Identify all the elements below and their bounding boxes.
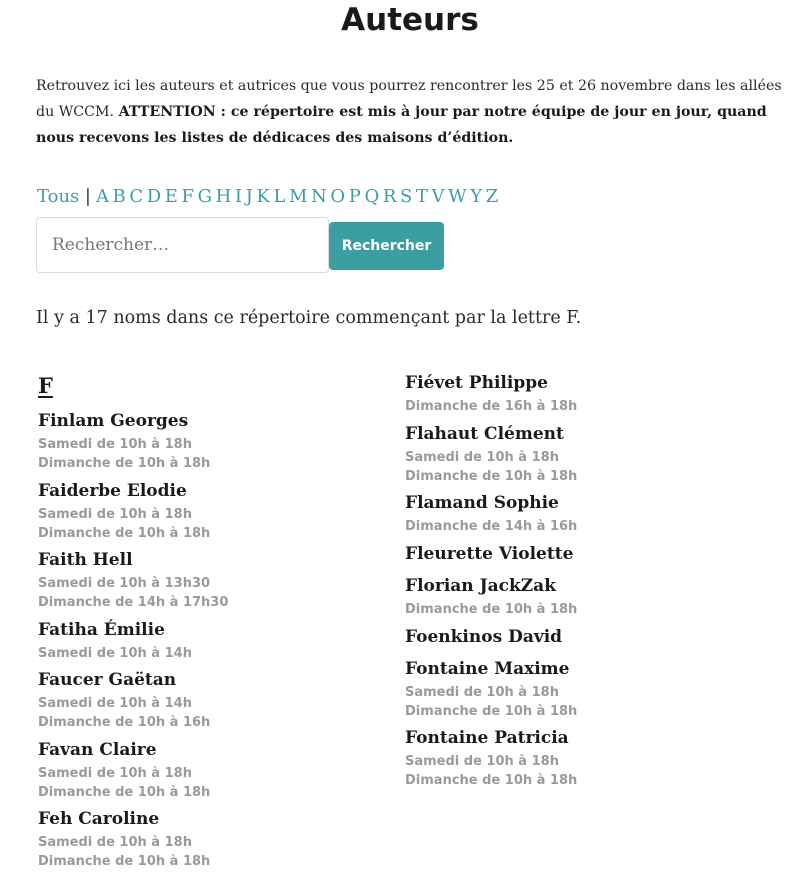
author-name: Fontaine Patricia (405, 728, 569, 748)
author-entry (405, 726, 765, 790)
signing-slot: Dimanche de 10h à 18h (38, 525, 211, 541)
signing-slots (38, 642, 398, 664)
signing-slots (405, 750, 765, 790)
letter-link-m[interactable]: M (289, 186, 308, 207)
author-entry (405, 574, 765, 620)
author-name: Favan Claire (38, 740, 157, 760)
letter-link-w[interactable]: W (448, 186, 467, 207)
signing-slot: Dimanche de 10h à 18h (405, 602, 578, 617)
letter-link-v[interactable]: V (431, 186, 445, 207)
signing-slot: Dimanche de 10h à 18h (405, 772, 578, 788)
signing-slots (38, 572, 398, 612)
signing-slot: Samedi de 10h à 14h (38, 696, 192, 711)
letter-link-all[interactable]: Tous (37, 186, 80, 207)
letter-link-y[interactable]: Y (470, 186, 483, 207)
author-name: Foenkinos David (405, 627, 563, 647)
signing-slot: Dimanche de 10h à 16h (38, 714, 211, 730)
letter-link-b[interactable]: B (112, 186, 126, 207)
letter-link-a[interactable]: A (95, 186, 109, 207)
result-count: Il y a 17 noms dans ce répertoire commençant par la lettre F. (36, 308, 582, 328)
author-entry (405, 657, 765, 721)
signing-slots (405, 515, 765, 537)
letter-filter-nav (37, 186, 637, 207)
signing-slot: Dimanche de 14h à 17h30 (38, 594, 229, 610)
page-title: Auteurs (341, 2, 479, 38)
signing-slot: Samedi de 10h à 18h (38, 835, 192, 850)
letter-link-j[interactable]: J (245, 186, 253, 207)
letter-link-l[interactable]: L (273, 186, 286, 207)
author-entry (38, 548, 398, 612)
signing-slots (405, 446, 765, 486)
author-entry (38, 618, 398, 664)
signing-slots (38, 831, 398, 871)
intro-warning: ATTENTION : ce répertoire est mis à jour par notre équipe de jour en jour, quand nous recevons les listes de dédicaces des maisons d’édition. (36, 104, 767, 146)
author-entry (405, 491, 765, 537)
signing-slots (38, 762, 398, 802)
author-name: Faiderbe Elodie (38, 481, 187, 501)
author-entry (405, 371, 765, 417)
author-name: Finlam Georges (38, 411, 189, 431)
author-name: Flahaut Clément (405, 424, 564, 444)
letter-link-f[interactable]: F (181, 186, 195, 207)
signing-slots (38, 503, 398, 543)
letter-link-s[interactable]: S (399, 186, 413, 207)
letter-link-r[interactable]: R (382, 186, 397, 207)
signing-slots (38, 433, 398, 473)
intro-text: Retrouvez ici les auteurs et autrices que vous pourrez rencontrer les 25 et 26 novembre dans les allées du WCCM. (36, 78, 782, 120)
signing-slot: Samedi de 10h à 18h (405, 685, 559, 700)
author-name: Fiévet Philippe (405, 373, 548, 393)
section-letter-heading: F (38, 373, 53, 398)
letter-link-h[interactable]: H (215, 186, 232, 207)
author-entry (38, 479, 398, 543)
signing-slot: Dimanche de 16h à 18h (405, 399, 578, 414)
letter-link-q[interactable]: Q (364, 186, 380, 207)
letter-link-p[interactable]: P (348, 186, 361, 207)
letter-link-n[interactable]: N (311, 186, 327, 207)
letter-separator: | (84, 186, 91, 207)
author-entry (405, 542, 765, 566)
signing-slot: Dimanche de 10h à 18h (405, 468, 578, 484)
author-entry (38, 409, 398, 473)
author-name: Fleurette Violette (405, 544, 574, 564)
author-entry (38, 738, 398, 802)
signing-slot: Samedi de 10h à 18h (38, 766, 192, 781)
author-name: Feh Caroline (38, 809, 160, 829)
author-entry (38, 668, 398, 732)
signing-slot: Dimanche de 10h à 18h (38, 784, 211, 800)
signing-slot: Dimanche de 10h à 18h (38, 853, 211, 869)
letter-link-c[interactable]: C (129, 186, 144, 207)
author-entry (38, 807, 398, 871)
author-name: Faith Hell (38, 550, 133, 570)
signing-slot: Samedi de 10h à 18h (38, 507, 192, 522)
signing-slot: Samedi de 10h à 18h (405, 754, 559, 769)
intro-paragraph (36, 73, 792, 151)
letter-link-i[interactable]: I (234, 186, 243, 207)
letter-link-g[interactable]: G (197, 186, 212, 207)
signing-slot: Dimanche de 10h à 18h (405, 703, 578, 719)
author-entry (405, 625, 765, 649)
author-name: Fontaine Maxime (405, 659, 570, 679)
signing-slots (38, 692, 398, 732)
letter-link-e[interactable]: E (164, 186, 178, 207)
signing-slot: Samedi de 10h à 13h30 (38, 576, 211, 591)
letter-links (96, 186, 502, 207)
search-input[interactable] (36, 217, 329, 273)
search-button[interactable]: Rechercher (329, 222, 444, 270)
letter-link-d[interactable]: D (146, 186, 162, 207)
signing-slot: Samedi de 10h à 18h (38, 437, 192, 452)
letter-link-k[interactable]: K (256, 186, 270, 207)
letter-link-z[interactable]: Z (485, 186, 499, 207)
author-name: Florian JackZak (405, 576, 556, 596)
signing-slots (405, 598, 765, 620)
author-name: Fatiha Émilie (38, 620, 165, 640)
signing-slots (405, 395, 765, 417)
signing-slots (405, 681, 765, 721)
signing-slot: Dimanche de 14h à 16h (405, 519, 578, 534)
author-entry (405, 422, 765, 486)
signing-slot: Samedi de 10h à 14h (38, 646, 192, 661)
letter-link-t[interactable]: T (415, 186, 428, 207)
letter-link-o[interactable]: O (330, 186, 346, 207)
signing-slot: Dimanche de 10h à 18h (38, 455, 211, 471)
signing-slot: Samedi de 10h à 18h (405, 450, 559, 465)
author-name: Faucer Gaëtan (38, 670, 177, 690)
author-name: Flamand Sophie (405, 493, 559, 513)
